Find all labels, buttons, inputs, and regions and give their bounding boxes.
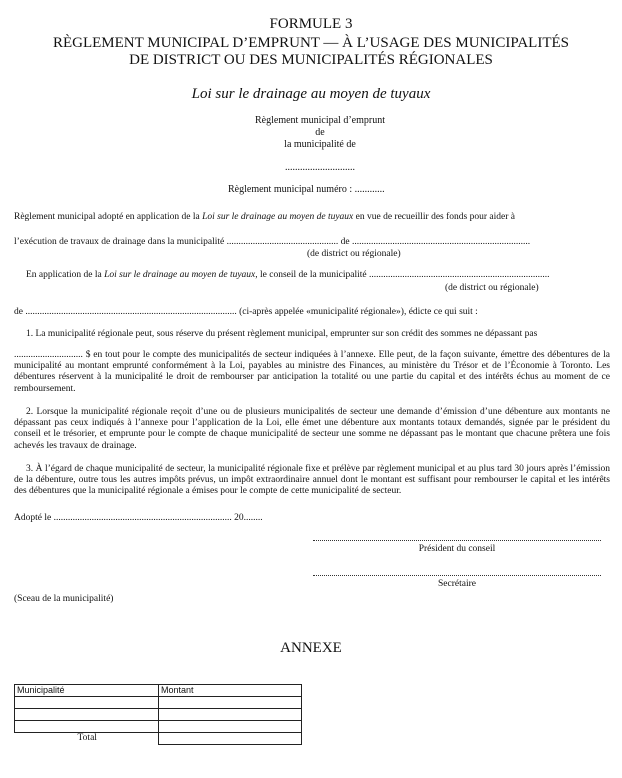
annex-total-row — [15, 733, 302, 745]
annex-cell[interactable] — [15, 709, 159, 721]
intro-line2: de — [315, 127, 325, 138]
adopted-date-line: Adopté le ........................................................................... 20........ — [14, 513, 263, 523]
seal-label: (Sceau de la municipalité) — [14, 594, 114, 604]
president-signature-line — [313, 540, 601, 541]
table-row — [15, 709, 302, 721]
annex-cell[interactable] — [159, 721, 302, 733]
form-number: FORMULE 3 — [269, 16, 353, 32]
adopted-law: Loi sur le drainage au moyen de tuyaux — [202, 212, 354, 222]
application-line — [26, 269, 549, 281]
execution-line: l’exécution de travaux de drainage dans la municipalité ............................................... de ........................................................................... — [14, 237, 531, 247]
intro-line3: la municipalité de — [284, 139, 356, 150]
application-post: , le conseil de la municipalité ............................................................................ — [255, 270, 550, 280]
annex-cell[interactable] — [15, 697, 159, 709]
annex-total-label: Total — [77, 733, 97, 743]
paragraph-1-first: 1. La municipalité régionale peut, sous réserve du présent règlement municipal, emprunter sur son crédit des sommes ne dépassant pas — [26, 329, 538, 339]
annex-cell[interactable] — [159, 709, 302, 721]
annex-table — [14, 684, 302, 745]
annex-col-amount: Montant — [159, 685, 302, 697]
bylaw-number: Règlement municipal numéro : ............ — [228, 184, 385, 195]
annex-total-amount[interactable] — [159, 733, 302, 745]
annex-col-municipality: Municipalité — [15, 685, 159, 697]
intro-line1: Règlement municipal d’emprunt — [255, 115, 385, 126]
paragraph-2: 2. Lorsque la municipalité régionale reçoit d’une ou de plusieurs municipalités de secteur une demande d’émission d’une débenture aux montants ne dépassant pas ceux indiqués à l’annexe pour l’application de la Loi, elle émet une débenture aux montants totaux demandés, signée par le président du conseil et le trésorier, et emprunte pour le compte de chaque municipalité de secteur une somme ne dépassant pas le montant que chacune prêtera une fois achevés les travaux de drainage. — [14, 407, 610, 451]
annex-cell[interactable] — [159, 697, 302, 709]
district-note-2: (de district ou régionale) — [445, 283, 539, 293]
annex-header-row — [15, 685, 302, 697]
secretary-signature-line — [313, 575, 601, 576]
adopted-pre: Règlement municipal adopté en application de la — [14, 212, 203, 222]
de-line: de ......................................................................................... (ci-après appelée «municipalité régionale»), édicte ce qui suit : — [14, 307, 478, 317]
application-pre: En application de la — [26, 270, 105, 280]
application-law: Loi sur le drainage au moyen de tuyaux — [104, 270, 256, 280]
paragraph-1-rest: ............................. $ en tout pour le compte des municipalités de secteur indiquées à l’annexe. Elle peut, de la façon suivante, émettre des débentures de la municipalité au montant emprunté conformément à la Loi, payables au ministre des Finances, au ministère du Trésor et de l’Économie à Toronto. Les débentures réservent à la municipalité le droit de rembourser par anticipation la totalité ou une partie du capital et des intérêts échus au moment de ce remboursement. — [14, 350, 610, 394]
annex-cell[interactable] — [15, 721, 159, 733]
intro-blank: ............................ — [285, 162, 355, 173]
form-subtitle: Loi sur le drainage au moyen de tuyaux — [191, 86, 431, 102]
table-row — [15, 697, 302, 709]
form-title-line1: RÈGLEMENT MUNICIPAL D’EMPRUNT — À L’USAGE DES MUNICIPALITÉS — [52, 35, 569, 51]
table-row — [15, 721, 302, 733]
annex-title: ANNEXE — [280, 640, 342, 656]
president-label: Président du conseil — [418, 544, 496, 554]
adopted-post: en vue de recueillir des fonds pour aider à — [353, 212, 515, 222]
paragraph-3: 3. À l’égard de chaque municipalité de secteur, la municipalité régionale fixe et prélève par règlement municipal et au plus tard 30 jours après l’émission de la débenture, outre tous les autres impôts prévus, un impôt extraordinaire annuel dont le montant est suffisant pour rembourser le capital et les intérêts des débentures que la municipalité régionale a émises pour le compte de cette municipalité de secteur. — [14, 464, 610, 497]
adopted-under-law — [14, 211, 515, 223]
secretary-label: Secrétaire — [438, 579, 476, 589]
form-title-line2: DE DISTRICT OU DES MUNICIPALITÉS RÉGIONALES — [129, 52, 493, 68]
district-note-1: (de district ou régionale) — [307, 249, 401, 259]
